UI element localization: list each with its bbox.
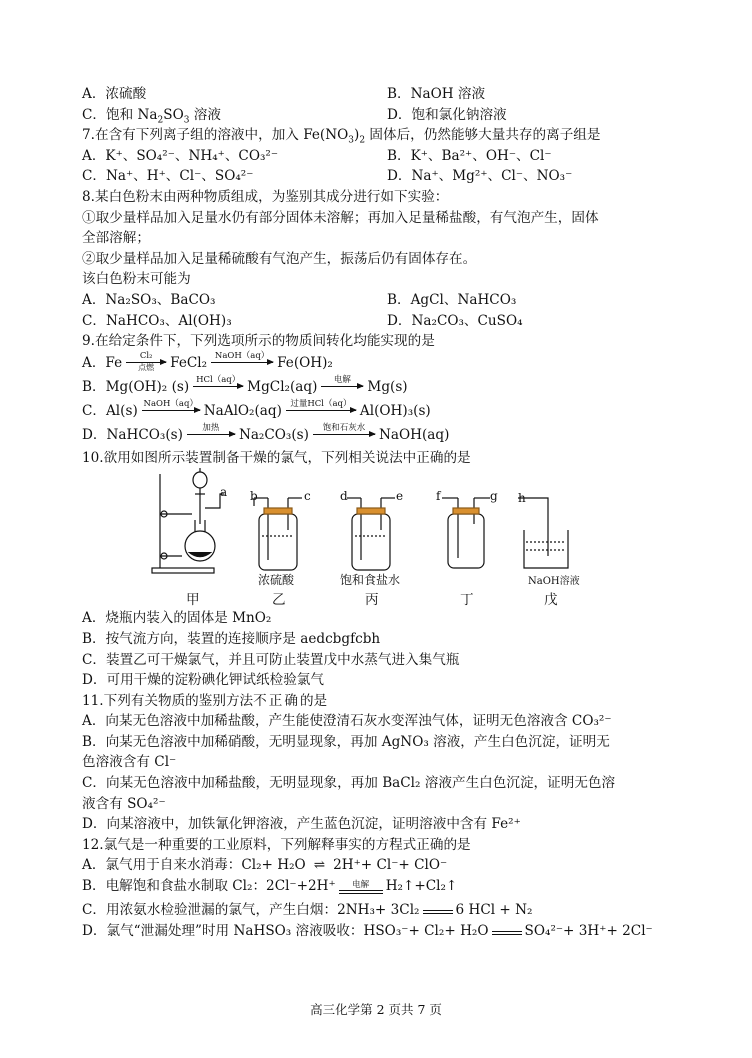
q12-d-left: D．氯气“泄漏处理”时用 NaHSO₃ 溶液吸收：HSO₃⁻+ Cl₂+ H₂O (82, 922, 489, 939)
q9-d-arrow1 (187, 423, 235, 444)
q8-option-b[interactable]: B．AgCl、NaHCO₃ (387, 291, 517, 308)
q8-option-a[interactable]: A．Na₂SO₃、BaCO₃ (82, 291, 216, 308)
q7-option-c[interactable]: C．Na⁺、H⁺、Cl⁻、SO₄²⁻ (82, 168, 254, 185)
q9-d-label2: 饱和石灰水 (322, 423, 366, 434)
bottle-yi (259, 514, 297, 570)
q10-option-a[interactable]: A．烧瓶内装入的固体是 MnO₂ (82, 610, 272, 627)
q11-option-d[interactable]: D．向某溶液中，加铁氰化钾溶液，产生蓝色沉淀，证明溶液中含有 Fe²⁺ (82, 816, 521, 833)
q7-stem-t4: 2 (359, 135, 366, 146)
caption-ding: 丁 (460, 592, 474, 609)
q9-b-end: Mg(s) (367, 379, 408, 396)
q6-c-t3: SO (163, 106, 184, 123)
label-conc-sulfuric: 浓硫酸 (258, 573, 295, 588)
q6-c-t5: 溶液 (189, 106, 221, 123)
figure-captions (82, 590, 682, 608)
caption-yi: 乙 (272, 592, 286, 609)
caption-jia: 甲 (186, 592, 200, 609)
q9-d-label1: 加热 (202, 423, 220, 434)
q9-a-label1: Cl₂ (139, 351, 153, 362)
label-g: g (490, 489, 498, 504)
q8-row1 (82, 290, 682, 311)
q9-c-label2: 过量HCl（aq） (290, 399, 352, 410)
label-e: e (396, 489, 404, 504)
caption-bing: 丙 (365, 592, 379, 609)
q6-option-b[interactable]: B．NaOH 溶液 (387, 86, 486, 102)
q9-b-label1: HCl（aq） (196, 375, 241, 386)
q8-option-d[interactable]: D．Na₂CO₃、CuSO₄ (387, 312, 523, 329)
q11-option-c-l2[interactable]: 液含有 SO₄²⁻ (82, 795, 166, 812)
q9-a-mid: FeCl₂ (170, 355, 208, 372)
q6-option-d[interactable]: D．饱和氯化钠溶液 (387, 106, 507, 123)
q12-b-left: B．电解饱和食盐水制取 Cl₂：2Cl⁻+2H⁺ (82, 878, 336, 895)
q7-stem-t3: ) (354, 127, 360, 144)
label-naoh: NaOH溶液 (528, 576, 580, 588)
q11-option-b-l2[interactable]: 色溶液含有 Cl⁻ (82, 754, 177, 771)
q8-step1a: ①取少量样品加入足量水仍有部分固体未溶解；再加入足量稀盐酸，有气泡产生，固体 (82, 209, 599, 226)
q6-c-t4: 3 (183, 115, 190, 126)
label-f: f (436, 489, 441, 504)
q7-stem-t2: 3 (348, 135, 355, 146)
page-footer: 高三化学第 2 页共 7 页 (310, 1002, 442, 1017)
q12-option-c[interactable] (82, 900, 682, 921)
q9-c-arrow2 (286, 399, 356, 420)
q7-stem-t5: 固体后，仍然能够大量共存的离子组是 (365, 127, 601, 144)
bottle-bing (352, 514, 390, 570)
q9-a-start: A．Fe (82, 355, 123, 372)
q9-b-mid: MgCl₂(aq) (247, 379, 318, 396)
q9-option-b[interactable] (82, 376, 682, 400)
q8-option-c[interactable]: C．NaHCO₃、Al(OH)₃ (82, 312, 232, 329)
label-d: d (340, 489, 348, 504)
q9-b-start: B．Mg(OH)₂ (s) (82, 379, 190, 396)
q12-d-right: SO₄²⁻+ 3H⁺+ 2Cl⁻ (524, 922, 653, 939)
q9-c-mid: NaAlO₂(aq) (203, 403, 282, 420)
q11-stem (82, 691, 682, 712)
q9-option-d[interactable] (82, 424, 682, 448)
q11-option-c-l1[interactable]: C．向某无色溶液中加稀盐酸，无明显现象，再加 BaCl₂ 溶液产生白色沉淀，证明无色溶 (82, 775, 616, 792)
q8-ask: 该白色粉末可能为 (82, 271, 191, 288)
q8-step1b: 全部溶解； (82, 230, 150, 247)
apparatus-figure (82, 468, 682, 590)
q9-b-arrow1 (193, 375, 243, 396)
q7-option-b[interactable]: B．K⁺、Ba²⁺、OH⁻、Cl⁻ (387, 147, 552, 164)
funnel-bulb (193, 472, 207, 488)
stand-base (152, 568, 214, 573)
q8-row2 (82, 311, 682, 332)
q7-row1 (82, 146, 682, 167)
q12-b-eqsign (339, 880, 383, 894)
q6-row2 (82, 105, 682, 126)
q9-c-start: C．Al(s) (82, 403, 138, 420)
q6-row1 (82, 84, 682, 105)
q9-stem: 9.在给定条件下，下列选项所示的物质间转化均能实现的是 (82, 333, 435, 350)
q9-b-label2: 电解 (333, 375, 351, 386)
q10-stem: 10.欲用如图所示装置制备干燥的氯气，下列相关说法中正确的是 (82, 449, 471, 466)
q6-c-t2: 2 (157, 115, 164, 126)
q9-a-arrow2 (211, 351, 273, 372)
q7-stem (82, 125, 682, 146)
q12-a-left: A．氯气用于自来水消毒：Cl₂+ H₂O (82, 857, 306, 874)
q9-c-arrow1 (142, 399, 200, 420)
caption-wu: 戊 (544, 592, 558, 609)
label-c: c (304, 489, 311, 504)
q12-c-right: 6 HCl + N₂ (455, 902, 533, 919)
label-a: a (220, 485, 228, 500)
reversible-arrow-icon: ⇌ (313, 857, 326, 874)
q11-emphasis: 不正确 (253, 692, 300, 709)
q9-a-label2: NaOH（aq） (214, 351, 270, 362)
q8-stem: 8.某白色粉末由两种物质组成，为鉴别其成分进行如下实验： (82, 188, 449, 205)
q10-option-d[interactable]: D．可用干燥的淀粉碘化钾试纸检验氯气 (82, 672, 324, 689)
q6-c-t1: C．饱和 Na (82, 106, 158, 123)
label-sat-brine: 饱和食盐水 (340, 573, 401, 588)
q12-b-condition: 电解 (352, 880, 370, 891)
q9-d-mid: Na₂CO₃(s) (238, 427, 309, 444)
q12-option-b[interactable] (82, 876, 682, 900)
q9-c-label1: NaOH（aq） (143, 399, 198, 410)
q9-a-sublabel1: 点燃 (138, 363, 155, 373)
q12-option-a[interactable] (82, 855, 682, 876)
q9-option-c[interactable] (82, 400, 682, 424)
q9-d-arrow2 (313, 423, 375, 444)
q12-b-right: H₂↑+Cl₂↑ (385, 878, 458, 895)
q7-row2 (82, 166, 682, 187)
q9-option-a[interactable] (82, 352, 682, 376)
beaker-wu (524, 530, 568, 568)
q10-option-b[interactable]: B．按气流方向，装置的连接顺序是 aedcbgfcbh (82, 630, 381, 647)
label-b: b (250, 489, 258, 504)
q11-stem-t3: 的是 (299, 692, 328, 709)
q9-d-start: D．NaHCO₃(s) (82, 427, 183, 444)
label-h: h (518, 491, 526, 506)
q12-c-left: C．用浓氨水检验泄漏的氯气，产生白烟：2NH₃+ 3Cl₂ (82, 902, 420, 919)
q11-option-b-l1[interactable]: B．向某无色溶液中加稀硝酸，无明显现象，再加 AgNO₃ 溶液，产生白色沉淀，证明无 (82, 733, 610, 750)
exam-page (82, 84, 682, 941)
q9-b-arrow2 (321, 375, 363, 396)
q6-option-c[interactable] (82, 105, 387, 126)
q9-c-end: Al(OH)₃(s) (359, 403, 431, 420)
q6-option-a[interactable]: A．浓硫酸 (82, 86, 147, 102)
q11-stem-t1: 11.下列有关物质的鉴别方法 (82, 692, 254, 709)
q12-stem: 12.氯气是一种重要的工业原料，下列解释事实的方程式正确的是 (82, 836, 471, 853)
q12-a-right: 2H⁺+ Cl⁻+ ClO⁻ (333, 857, 448, 874)
q7-option-a[interactable]: A．K⁺、SO₄²⁻、NH₄⁺、CO₃²⁻ (82, 147, 279, 164)
q7-option-d[interactable]: D．Na⁺、Mg²⁺、Cl⁻、NO₃⁻ (387, 168, 573, 185)
q12-c-eqsign (423, 910, 453, 914)
q11-option-a[interactable]: A．向某无色溶液中加稀盐酸，产生能使澄清石灰水变浑浊气体，证明无色溶液含 CO₃²⁻ (82, 713, 612, 730)
q9-a-arrow1 (126, 351, 166, 372)
q9-d-end: NaOH(aq) (378, 427, 450, 444)
q12-d-eqsign (492, 931, 522, 935)
bottle-ding (448, 514, 484, 568)
q9-a-end: Fe(OH)₂ (277, 355, 333, 372)
q10-option-c[interactable]: C．装置乙可干燥氯气，并且可防止装置戊中水蒸气进入集气瓶 (82, 651, 460, 668)
q12-option-d[interactable] (82, 921, 682, 942)
q8-step2: ②取少量样品加入足量稀硫酸有气泡产生，振荡后仍有固体存在。 (82, 250, 477, 267)
q7-stem-t1: 7.在含有下列离子组的溶液中，加入 Fe(NO (82, 127, 349, 144)
